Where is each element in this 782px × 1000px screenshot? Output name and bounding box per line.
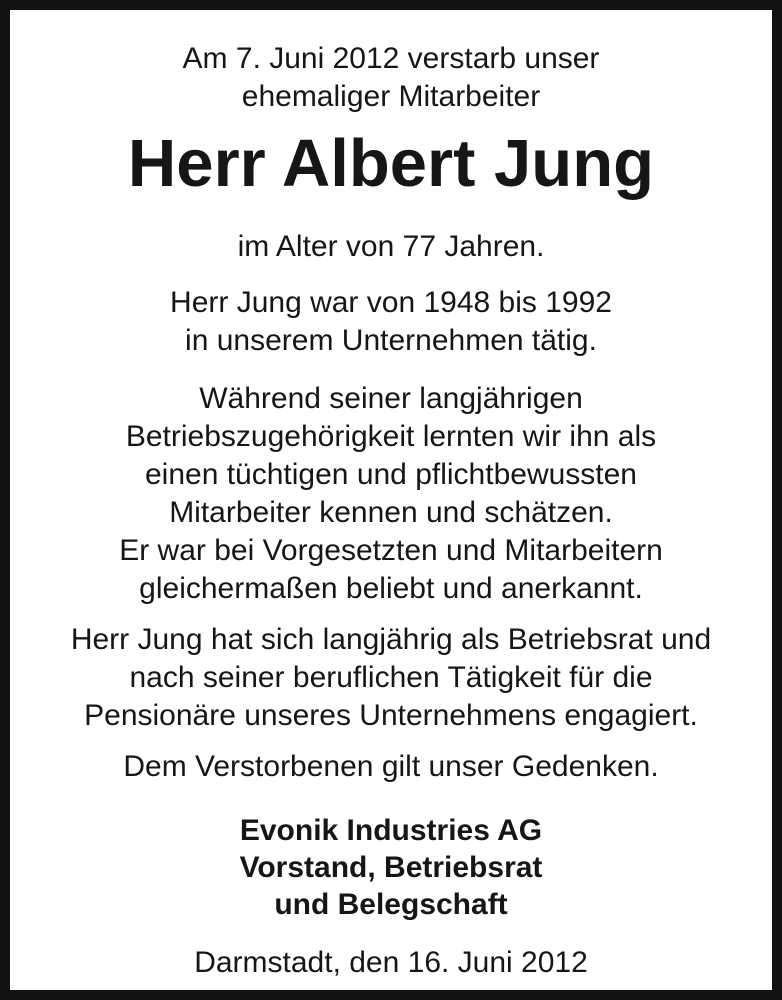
age-line: im Alter von 77 Jahren.: [237, 230, 545, 263]
signature-block: [20, 812, 762, 923]
engagement-text: [20, 621, 762, 735]
deceased-name: Herr Albert Jung: [127, 126, 655, 201]
remembrance-line: Dem Verstorbenen gilt unser Gedenken.: [123, 750, 659, 783]
tribute-line: Während seiner langjährigen: [199, 382, 583, 415]
engagement-line: Pensionäre unseres Unternehmens engagiert.: [84, 699, 698, 732]
place-date-text: [20, 944, 762, 982]
intro-line: ehemaliger Mitarbeiter: [241, 80, 541, 113]
age-text: [20, 228, 762, 266]
place-date-line: Darmstadt, den 16. Juni 2012: [194, 946, 588, 979]
tribute-text: [20, 380, 762, 608]
tribute-line: Mitarbeiter kennen und schätzen.: [169, 496, 613, 529]
employment-text: [20, 284, 762, 360]
signature-line: Vorstand, Betriebsrat: [239, 851, 543, 884]
engagement-line: Herr Jung hat sich langjährig als Betriebsrat und: [70, 623, 712, 656]
tribute-line: Er war bei Vorgesetzten und Mitarbeitern: [119, 534, 663, 567]
employment-line: Herr Jung war von 1948 bis 1992: [170, 286, 612, 319]
intro-text: [20, 40, 762, 116]
employment-line: in unserem Unternehmen tätig.: [185, 324, 597, 357]
obituary-notice: [20, 40, 762, 980]
signature-line: Evonik Industries AG: [239, 814, 543, 847]
intro-line: Am 7. Juni 2012 verstarb unser: [182, 42, 600, 75]
tribute-line: einen tüchtigen und pflichtbewussten: [144, 458, 637, 491]
tribute-line: gleichermaßen beliebt und anerkannt.: [139, 572, 643, 605]
remembrance-text: [20, 748, 762, 786]
engagement-line: nach seiner beruflichen Tätigkeit für die: [129, 661, 653, 694]
signature-line: und Belegschaft: [274, 888, 508, 921]
tribute-line: Betriebszugehörigkeit lernten wir ihn als: [125, 420, 657, 453]
